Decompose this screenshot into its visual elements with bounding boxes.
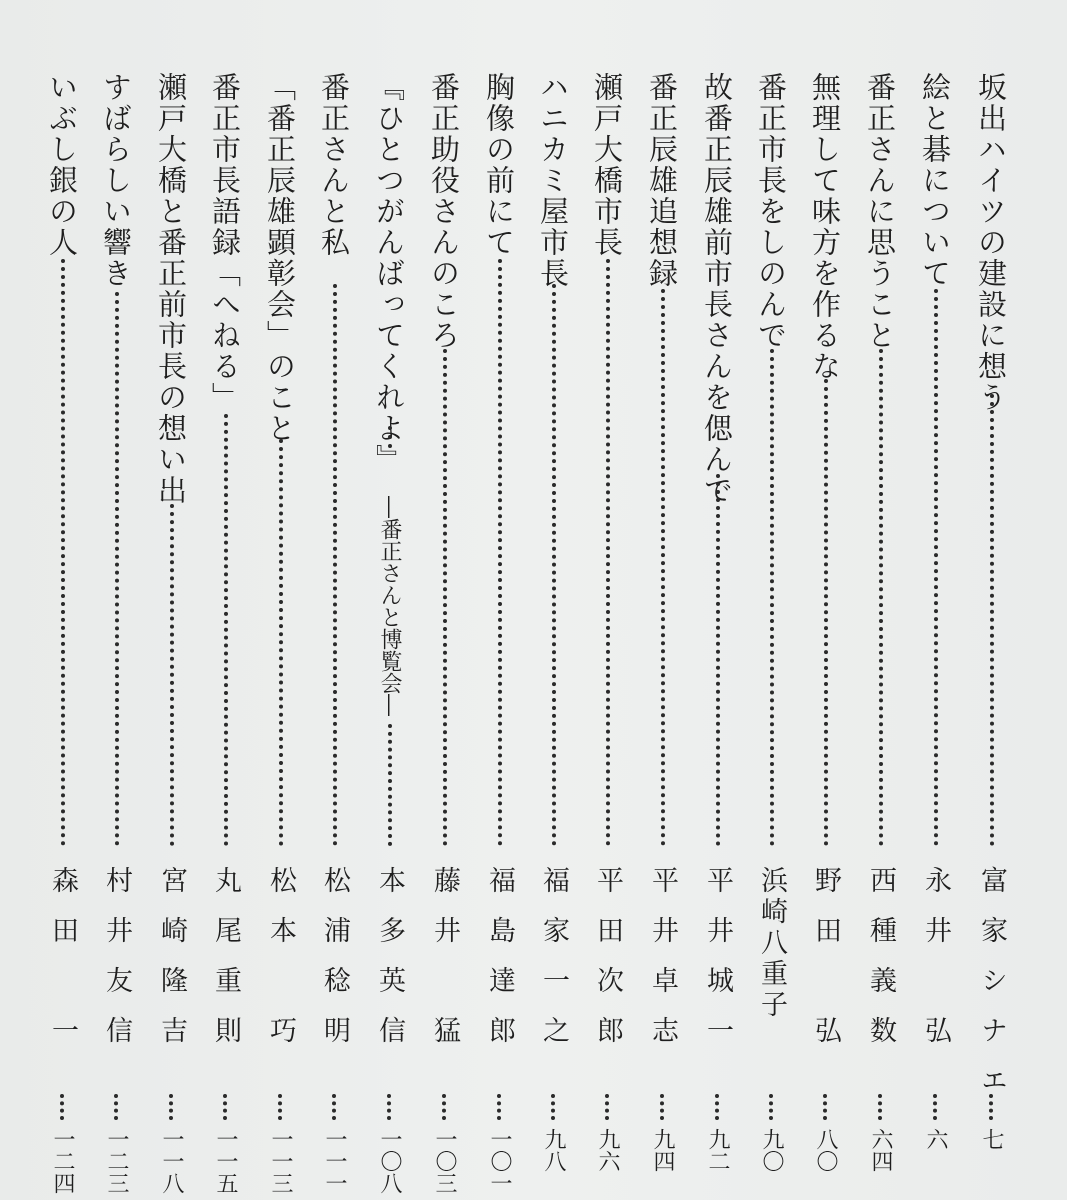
dot-leader-short <box>169 1094 173 1120</box>
entry-page-number: 九四 <box>650 1128 675 1172</box>
entry-author: 松本 巧 <box>265 866 296 1066</box>
entry-title: いぶし銀の人 <box>45 72 79 258</box>
entry-page-number: 一一八 <box>159 1128 184 1194</box>
entry-page-number: 一一三 <box>268 1128 293 1194</box>
entry-author: 永井 弘 <box>920 866 951 1066</box>
toc-entry <box>474 44 524 1194</box>
dot-leader <box>170 504 174 846</box>
toc-entry <box>146 44 196 1194</box>
entry-title: 坂出ハイツの建設に想う <box>974 72 1008 413</box>
toc-entry <box>200 44 250 1194</box>
entry-page-number: 九二 <box>705 1128 730 1172</box>
toc-entry <box>637 44 687 1172</box>
entry-title: 絵と碁について <box>918 72 952 289</box>
entry-title: 番正さんに思うこと <box>863 72 897 351</box>
entry-author: 福島達郎 <box>484 866 515 1066</box>
dot-leader <box>443 349 447 846</box>
dot-leader <box>224 414 228 846</box>
entry-author: 森田 一 <box>47 866 78 1066</box>
entry-page-number: 九八 <box>541 1128 566 1172</box>
dot-leader <box>716 474 720 846</box>
entry-author: 浜崎八重子 <box>756 866 787 1021</box>
dot-leader <box>115 292 119 846</box>
entry-title: 瀬戸大橋市長 <box>590 72 624 258</box>
dot-leader-short <box>769 1094 773 1120</box>
toc-entry <box>528 44 578 1172</box>
dot-leader-short <box>989 1094 993 1120</box>
entry-author: 平井城一 <box>702 866 733 1066</box>
dot-leader <box>606 259 610 846</box>
entry-title: 「番正辰雄顕彰会」のこと <box>263 72 297 444</box>
entry-title: 番正市長語録「へねる」 <box>208 72 242 413</box>
dot-leader-short <box>660 1094 664 1120</box>
entry-author: 本多英信 <box>374 866 405 1066</box>
dot-leader-short <box>442 1094 446 1120</box>
toc-entry <box>800 44 850 1172</box>
dot-leader-short <box>933 1094 937 1120</box>
dot-leader <box>552 284 556 846</box>
entry-title: 番正市長をしのんで <box>754 72 788 351</box>
toc-entry <box>364 44 414 1194</box>
entry-title: すばらしい響き <box>99 72 133 289</box>
entry-author: 福家一之 <box>538 866 569 1066</box>
toc-entry <box>910 44 960 1154</box>
toc-entry <box>37 44 87 1194</box>
dot-leader <box>388 426 392 448</box>
entry-author: 平田次郎 <box>592 866 623 1066</box>
dot-leader <box>770 349 774 846</box>
entry-page-number: 九〇 <box>759 1128 784 1172</box>
entry-page-number: 一二四 <box>50 1128 75 1194</box>
dot-leader <box>824 379 828 846</box>
entry-author: 平井卓志 <box>647 866 678 1066</box>
toc-entry <box>582 44 632 1172</box>
entry-author: 西種義数 <box>865 866 896 1066</box>
dot-leader <box>279 439 283 846</box>
toc-entry <box>746 44 796 1172</box>
entry-author: 野田 弘 <box>810 866 841 1066</box>
entry-subtitle: ―番正さんと博覧会― <box>377 496 402 716</box>
dot-leader-short <box>497 1094 501 1120</box>
entry-author: 富家シナエ <box>976 866 1007 1116</box>
entry-page-number: 八〇 <box>813 1128 838 1172</box>
entry-page-number: 一〇三 <box>432 1128 457 1194</box>
toc-entry <box>91 44 141 1194</box>
entry-page-number: 一〇八 <box>377 1128 402 1194</box>
dot-leader <box>879 349 883 846</box>
toc-entry <box>966 44 1016 1154</box>
dot-leader-short <box>715 1094 719 1120</box>
dot-leader-short <box>823 1094 827 1120</box>
entry-title: 胸像の前にて <box>482 72 516 258</box>
entry-title: 番正さんと私 <box>317 72 351 258</box>
dot-leader <box>61 259 65 846</box>
dot-leader-short <box>223 1094 227 1120</box>
dot-leader-short <box>114 1094 118 1120</box>
dot-leader <box>333 284 337 846</box>
toc-entry <box>419 44 469 1194</box>
toc-entry <box>309 44 359 1194</box>
dot-leader <box>661 289 665 846</box>
entry-page-number: 七 <box>979 1128 1004 1150</box>
entry-page-number: 一一一 <box>322 1128 347 1194</box>
dot-leader <box>990 394 994 846</box>
entry-author: 松浦稔明 <box>319 866 350 1066</box>
entry-author: 宮崎隆吉 <box>156 866 187 1066</box>
dot-leader-short <box>605 1094 609 1120</box>
entry-page-number: 一〇一 <box>487 1128 512 1194</box>
entry-title: 無理して味方を作るな <box>808 72 842 382</box>
toc-entry <box>692 44 742 1172</box>
dot-leader-short <box>387 1094 391 1120</box>
entry-page-number: 六四 <box>868 1128 893 1172</box>
entry-page-number: 六 <box>923 1128 948 1150</box>
entry-title: ハニカミ屋市長 <box>536 72 570 289</box>
dot-leader-short <box>60 1094 64 1120</box>
entry-title: 瀬戸大橋と番正前市長の想い出 <box>154 72 188 506</box>
entry-title: 故番正辰雄前市長さんを偲んで <box>700 72 734 506</box>
entry-author: 村井友信 <box>101 866 132 1066</box>
entry-page-number: 一二三 <box>104 1128 129 1194</box>
entry-page-number: 九六 <box>595 1128 620 1172</box>
entry-page-number: 一一五 <box>213 1128 238 1194</box>
dot-leader <box>388 724 392 846</box>
dot-leader-short <box>278 1094 282 1120</box>
dot-leader-short <box>878 1094 882 1120</box>
toc-entry <box>255 44 305 1194</box>
entry-title: 番正辰雄追想録 <box>645 72 679 289</box>
dot-leader-short <box>551 1094 555 1120</box>
entry-author: 丸尾重則 <box>210 866 241 1066</box>
entry-title: 番正助役さんのころ <box>427 72 461 351</box>
dot-leader-short <box>332 1094 336 1120</box>
dot-leader <box>498 259 502 846</box>
toc-entry <box>855 44 905 1172</box>
dot-leader <box>934 289 938 846</box>
entry-author: 藤井 猛 <box>429 866 460 1066</box>
entry-title: 『ひとつがんばってくれよ』 <box>372 72 406 475</box>
